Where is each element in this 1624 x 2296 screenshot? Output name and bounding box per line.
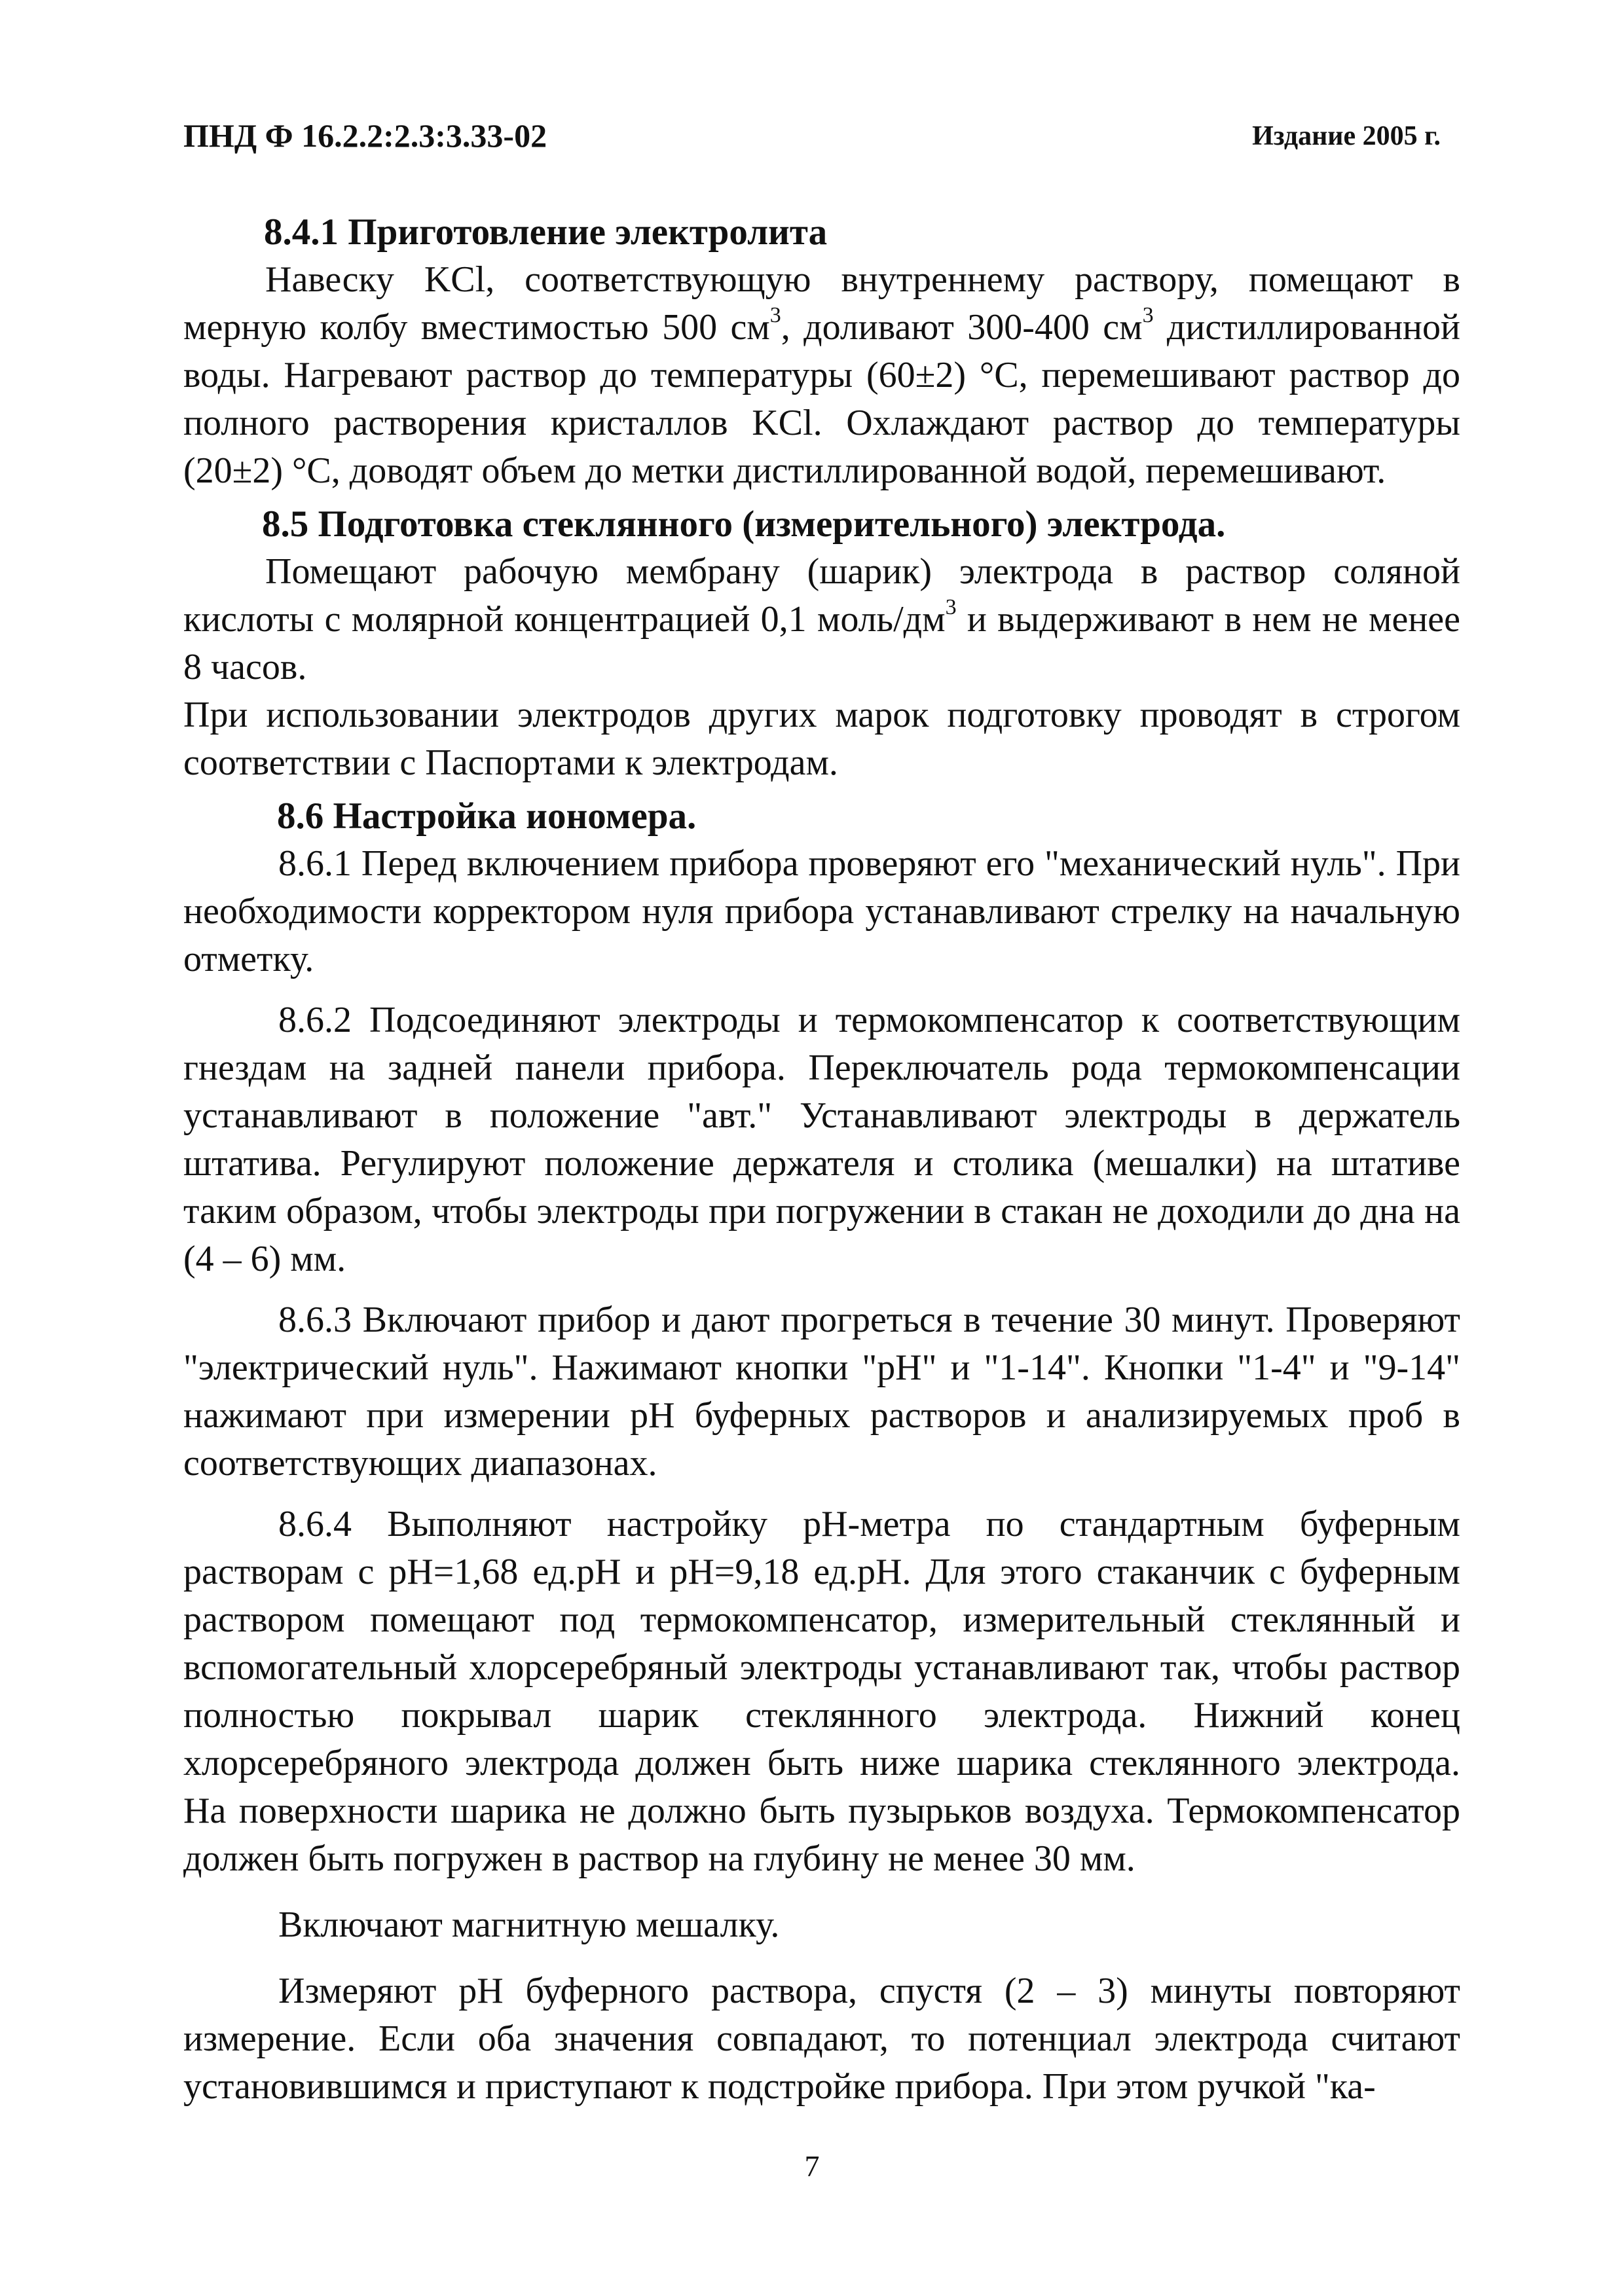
superscript: 3 bbox=[769, 303, 781, 327]
paragraph-8-6-4: 8.6.4 Выполняют настройку pH-метра по стандартным буферным растворам с pH=1,68 ед.pH и pH=9,18 ед.pH. Для этого стаканчик с буферным раствором помещают под термокомпенсатор, измерительный стеклянный и вспомогательный хлорсеребряный электроды устанавливают так, чтобы раствор полностью покрывал шарик стеклянного электрода. Нижний конец хлорсеребряного электрода должен быть ниже шарика стеклянного электрода. На поверхности шарика не должно быть пузырьков воздуха. Термокомпенсатор должен быть погружен в раствор на глубину не менее 30 мм. bbox=[183, 1504, 1460, 1879]
document-code: ПНД Ф 16.2.2:2.3:3.33-02 bbox=[183, 117, 547, 154]
paragraph-measure-buffer: Измеряют pH буферного раствора, спустя (2 – 3) минуты повторяют измерение. Если оба значения совпадают, то потенциал электрода считают установившимся и приступают к подстройке прибора. При этом ручкой "ка- bbox=[183, 1971, 1460, 2107]
superscript: 3 bbox=[1142, 303, 1154, 327]
paragraph-electrolyte-prep bbox=[183, 256, 1460, 495]
paragraph-8-6-1: 8.6.1 Перед включением прибора проверяют его "механический нуль". При необходимости корректором нуля прибора устанавливают стрелку на начальную отметку. bbox=[183, 843, 1460, 979]
superscript: 3 bbox=[945, 595, 957, 619]
text-segment: Навеску KCl, соответствующую внутреннему раствору, помещают в мерную колбу вместимостью 500 см bbox=[183, 259, 1460, 348]
paragraph-other-electrodes: При использовании электродов других марок подготовку проводят в строгом соответствии с Паспортами к электродам. bbox=[183, 695, 1460, 783]
text-segment: и выдерживают в нем не менее 8 часов. bbox=[183, 599, 1461, 687]
document-body bbox=[183, 208, 1460, 2111]
heading-8-4-1: 8.4.1 Приготовление электролита bbox=[264, 211, 828, 253]
paragraph-mixer: Включают магнитную мешалку. bbox=[278, 1904, 780, 1945]
page-header bbox=[183, 117, 1441, 162]
text-segment: , доливают 300-400 см bbox=[781, 307, 1143, 348]
heading-8-6: 8.6 Настройка иономера. bbox=[277, 795, 697, 837]
edition-label: Издание 2005 г. bbox=[1252, 121, 1441, 151]
paragraph-glass-electrode bbox=[183, 548, 1460, 691]
page-number: 7 bbox=[804, 2149, 820, 2183]
paragraph-8-6-3: 8.6.3 Включают прибор и дают прогреться в течение 30 минут. Проверяют "электрический нуль". Нажимают кнопки "pH" и "1-14". Кнопки "1-4" и "9-14" нажимают при измерении pH буферных растворов и анализируемых проб в соответствующих диапазонах. bbox=[183, 1300, 1460, 1484]
heading-8-5: 8.5 Подготовка стеклянного (измерительного) электрода. bbox=[262, 503, 1226, 545]
paragraph-8-6-2: 8.6.2 Подсоединяют электроды и термокомпенсатор к соответствующим гнездам на задней панели прибора. Переключатель рода термокомпенсации устанавливают в положение "авт." Устанавливают электроды в держатель штатива. Регулируют положение держателя и столика (мешалки) на штативе таким образом, чтобы электроды при погружении в стакан не доходили до дна на (4 – 6) мм. bbox=[183, 1000, 1460, 1279]
text-segment: Помещают рабочую мембрану (шарик) электрода в раствор соляной кислоты с молярной концентрацией 0,1 моль/дм bbox=[183, 551, 1460, 640]
text-segment: дистиллированной воды. Нагревают раствор до температуры (60±2) °С, перемешивают раствор до полного растворения кристаллов KCl. Охлаждают раствор до температуры (20±2) °С, доводят объем до метки дистиллированной водой, перемешивают. bbox=[183, 307, 1460, 491]
